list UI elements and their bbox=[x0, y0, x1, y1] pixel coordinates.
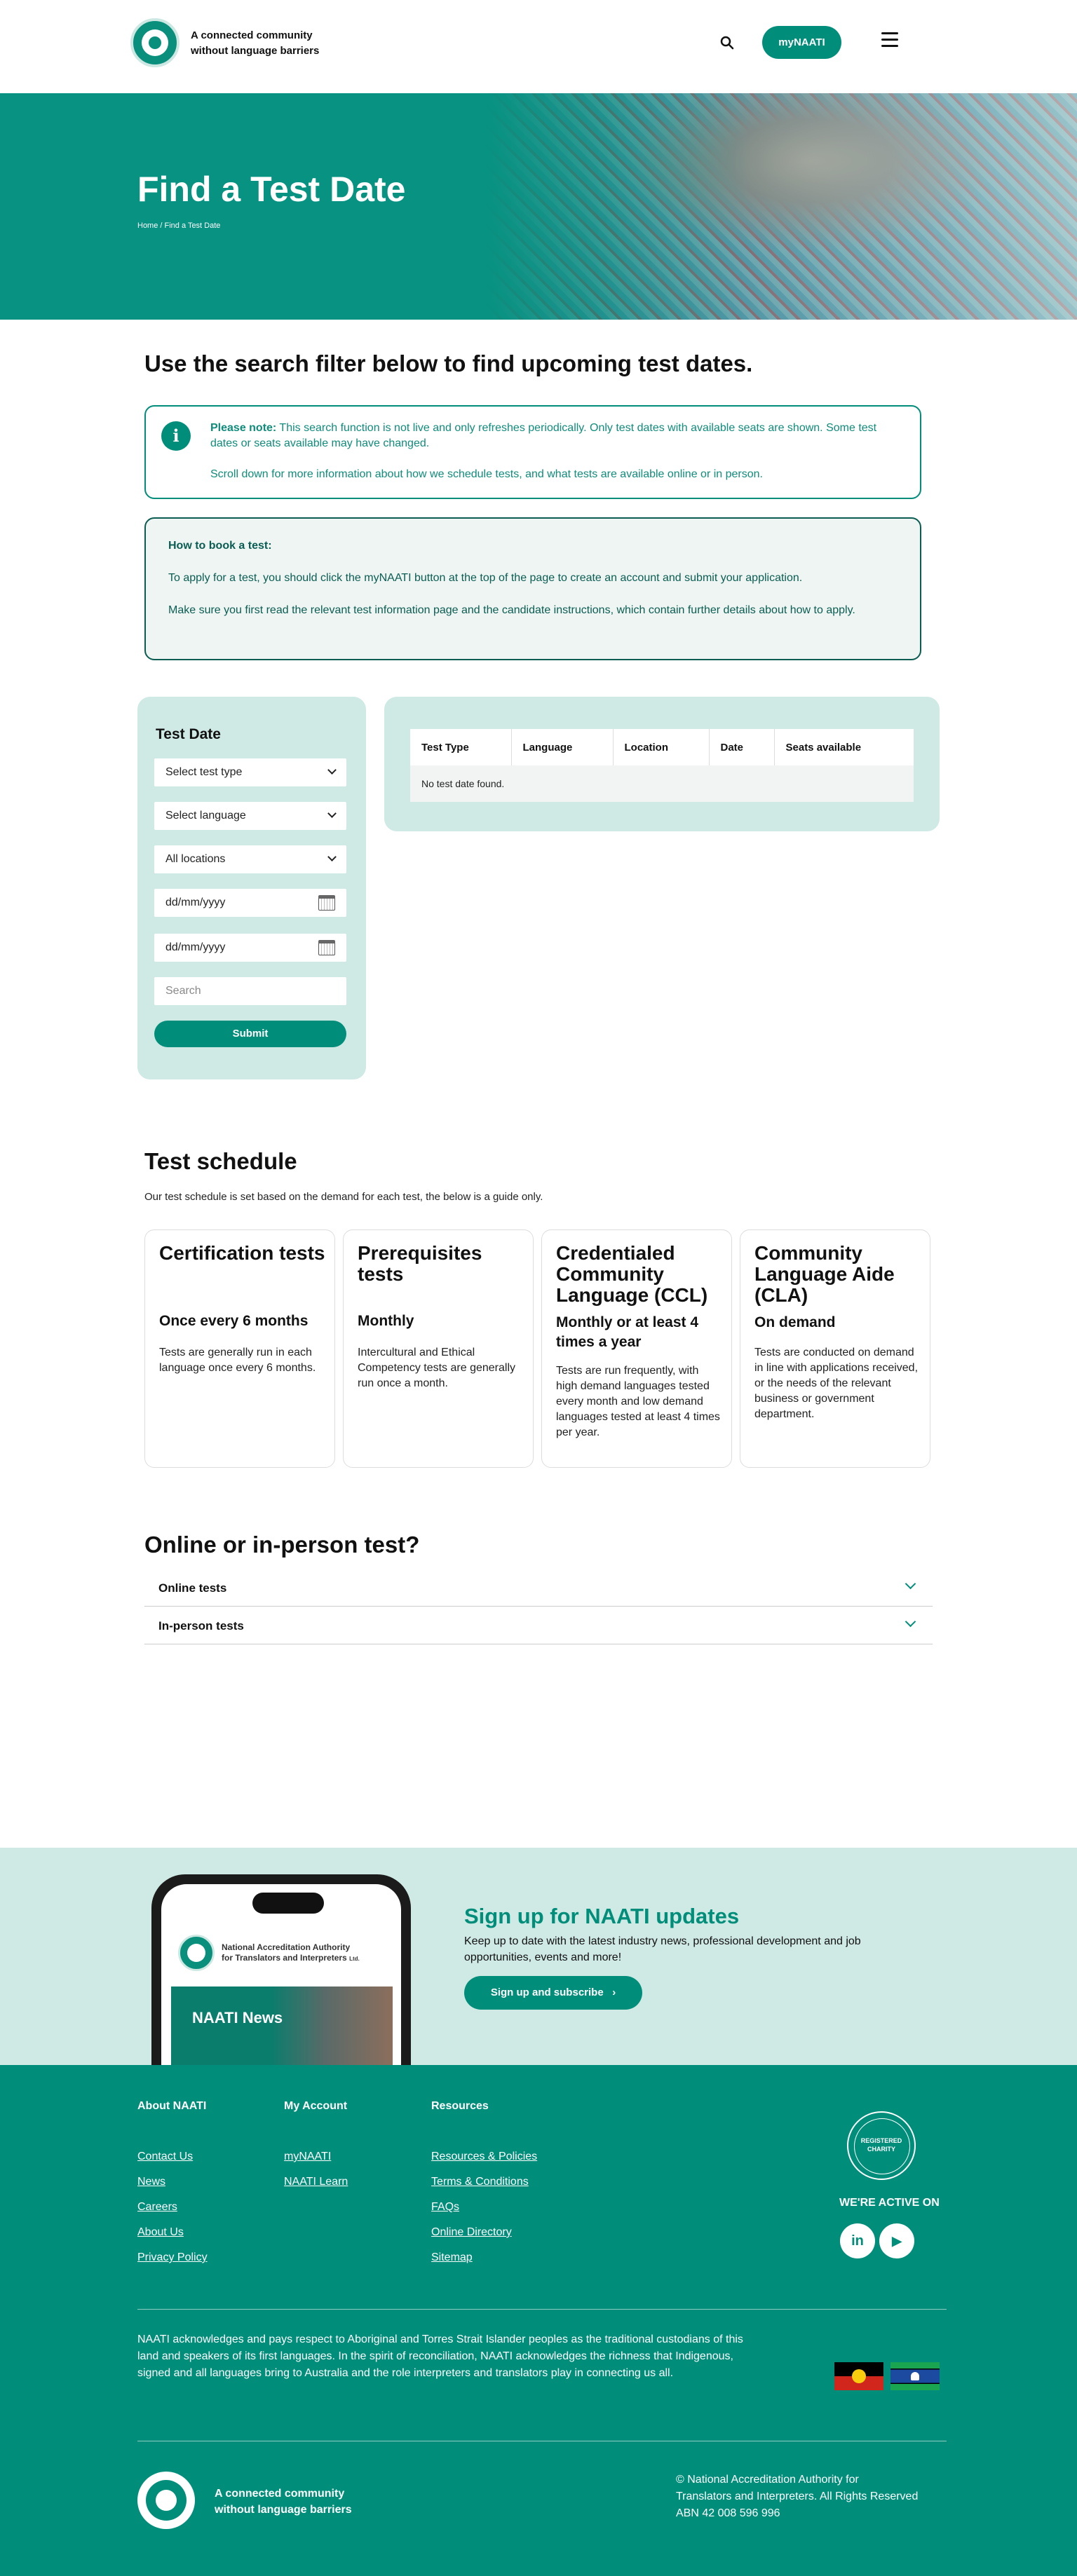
card-title: Credentialed Community Language (CCL) bbox=[556, 1242, 708, 1306]
site-footer bbox=[0, 2065, 1077, 2576]
note-text-2: Scroll down for more information about how we schedule tests, and what tests are available online or in person. bbox=[210, 468, 763, 480]
column-header[interactable]: Date bbox=[709, 729, 774, 765]
header-tagline bbox=[191, 28, 359, 59]
card-description: Intercultural and Ethical Competency tests are generally run once a month. bbox=[358, 1347, 515, 1389]
footer-link-faqs[interactable]: FAQs bbox=[431, 2201, 460, 2213]
mynaati-button[interactable]: myNAATI bbox=[762, 26, 841, 59]
subscribe-button[interactable] bbox=[464, 1976, 642, 2010]
calendar-icon[interactable] bbox=[318, 940, 335, 955]
date-from-input[interactable] bbox=[154, 889, 346, 917]
card-description: Tests are run frequently, with high demand languages tested every month and low demand languages tested at least 4 times per year. bbox=[556, 1365, 720, 1438]
schedule-card-certification bbox=[144, 1229, 335, 1468]
phone-org-suffix: Ltd. bbox=[349, 1956, 360, 1962]
charity-badge-text bbox=[848, 2137, 914, 2153]
footer-link-news[interactable]: News bbox=[137, 2176, 166, 2188]
footer-divider bbox=[137, 2309, 947, 2310]
column-header[interactable]: Language bbox=[511, 729, 613, 765]
column-header[interactable]: Location bbox=[613, 729, 709, 765]
chevron-down-icon[interactable] bbox=[905, 1616, 916, 1628]
footer-tagline bbox=[215, 2486, 383, 2518]
footer-about-title: About NAATI bbox=[137, 2100, 207, 2112]
phone-org-line-1: National Accreditation Authority bbox=[222, 1942, 351, 1952]
torres-strait-islander-flag-icon bbox=[890, 2362, 940, 2390]
booking-paragraph-2: Make sure you first read the relevant test information page and the candidate instructions, which contain further details about how to apply. bbox=[168, 604, 855, 616]
hero-image bbox=[484, 93, 1077, 320]
card-title: Certification tests bbox=[159, 1242, 325, 1264]
copyright-text bbox=[676, 2472, 942, 2522]
subscribe-label: Sign up and subscribe bbox=[490, 1986, 604, 1998]
phone-news-title: NAATI News bbox=[192, 2009, 283, 2026]
filter-title: Test Date bbox=[156, 726, 221, 742]
site-header bbox=[0, 0, 1077, 93]
language-select[interactable] bbox=[154, 802, 346, 830]
schedule-card-prerequisites bbox=[343, 1229, 534, 1468]
aboriginal-flag-icon bbox=[834, 2362, 883, 2390]
test-type-value: Select test type bbox=[165, 766, 243, 778]
footer-link-contact[interactable]: Contact Us bbox=[137, 2151, 194, 2162]
signup-text: Keep up to date with the latest industry news, professional development and job opportunities, events and more! bbox=[464, 1935, 861, 1963]
linkedin-icon[interactable]: in bbox=[840, 2223, 875, 2258]
naati-logo-icon[interactable] bbox=[137, 2472, 195, 2529]
phone-org-line-2: for Translators and Interpreters bbox=[222, 1953, 347, 1963]
search-icon[interactable] bbox=[720, 36, 734, 50]
chevron-right-icon: › bbox=[612, 1986, 616, 1998]
note-label: Please note: bbox=[210, 422, 277, 434]
footer-tagline-line-1: A connected community bbox=[215, 2488, 345, 2500]
copyright-line-3: ABN 42 008 596 996 bbox=[676, 2507, 780, 2519]
acknowledgement-text: NAATI acknowledges and pays respect to Aboriginal and Torres Strait Islander peoples as the traditional custodians of this land and speakers of its first languages. In the spirit of reconciliation, NAATI acknowledges the richness that Indigenous, signed and all languages bring to Australia and the role interpreters and translators play in connecting us all. bbox=[137, 2333, 743, 2379]
phone-news-banner bbox=[171, 1986, 393, 2065]
schedule-subtitle: Our test schedule is set based on the demand for each test, the below is a guide only. bbox=[144, 1191, 543, 1203]
note-body: This search function is not live and only refreshes periodically. Only test dates with available seats are shown. Some test dates or seats available may have changed. bbox=[210, 422, 877, 449]
search-input[interactable] bbox=[154, 977, 346, 1005]
footer-link-careers[interactable]: Careers bbox=[137, 2201, 177, 2213]
test-mode-heading: Online or in-person test? bbox=[144, 1532, 420, 1558]
empty-message: No test date found. bbox=[410, 765, 914, 802]
search-placeholder: Search bbox=[165, 985, 201, 997]
card-title: Community Language Aide (CLA) bbox=[754, 1242, 895, 1306]
breadcrumb[interactable]: Home / Find a Test Date bbox=[137, 222, 221, 230]
card-title: Prerequisites tests bbox=[358, 1242, 482, 1285]
filter-panel bbox=[137, 697, 366, 1079]
note-text bbox=[210, 421, 905, 451]
tagline-line-2: without language barriers bbox=[191, 45, 320, 57]
column-header[interactable]: Test Type bbox=[410, 729, 511, 765]
calendar-icon[interactable] bbox=[318, 895, 335, 911]
footer-link-resources[interactable]: Resources & Policies bbox=[431, 2151, 538, 2162]
tagline-line-1: A connected community bbox=[191, 29, 313, 41]
column-header[interactable]: Seats available bbox=[785, 741, 862, 754]
location-select[interactable] bbox=[154, 845, 346, 873]
footer-link-naati-learn[interactable]: NAATI Learn bbox=[284, 2176, 348, 2188]
accordion-in-person-tests[interactable] bbox=[144, 1607, 933, 1644]
card-description: Tests are generally run in each language once every 6 months. bbox=[159, 1347, 316, 1374]
location-value: All locations bbox=[165, 853, 226, 865]
card-frequency: Once every 6 months bbox=[159, 1313, 309, 1329]
intro-heading: Use the search filter below to find upcoming test dates. bbox=[144, 350, 753, 376]
footer-link-sitemap[interactable]: Sitemap bbox=[431, 2251, 473, 2263]
footer-link-terms[interactable]: Terms & Conditions bbox=[431, 2176, 529, 2188]
copyright-line-1: © National Accreditation Authority for bbox=[676, 2474, 859, 2486]
card-description: Tests are conducted on demand in line with applications received, or the needs of the relevant business or government department. bbox=[754, 1347, 919, 1420]
phone-notch bbox=[252, 1893, 324, 1914]
page-title: Find a Test Date bbox=[137, 170, 406, 209]
schedule-card-cla bbox=[740, 1229, 930, 1468]
results-panel bbox=[384, 697, 940, 831]
card-frequency: Monthly or at least 4 times a year bbox=[556, 1314, 699, 1350]
schedule-card-ccl bbox=[541, 1229, 732, 1468]
charity-line-2: CHARITY bbox=[867, 2146, 895, 2153]
phone-screen bbox=[161, 1884, 401, 2065]
phone-org-name bbox=[222, 1942, 397, 1964]
youtube-icon[interactable]: ▶ bbox=[879, 2223, 914, 2258]
date-to-input[interactable] bbox=[154, 934, 346, 962]
submit-button[interactable]: Submit bbox=[154, 1021, 346, 1047]
chevron-down-icon bbox=[327, 809, 337, 818]
signup-title: Sign up for NAATI updates bbox=[464, 1904, 740, 1928]
copyright-line-2: Translators and Interpreters. All Rights Reserved bbox=[676, 2490, 919, 2502]
note-box bbox=[144, 405, 921, 499]
table-row bbox=[410, 765, 914, 802]
results-table bbox=[410, 729, 914, 802]
footer-resources-title: Resources bbox=[431, 2100, 489, 2112]
footer-link-directory[interactable]: Online Directory bbox=[431, 2226, 512, 2238]
schedule-heading: Test schedule bbox=[144, 1148, 297, 1174]
footer-account-title: My Account bbox=[284, 2100, 348, 2112]
hero-banner bbox=[0, 93, 1077, 320]
booking-box bbox=[144, 517, 921, 660]
footer-link-mynaati[interactable]: myNAATI bbox=[284, 2151, 332, 2162]
charity-line-1: REGISTERED bbox=[860, 2137, 902, 2144]
table-header-row bbox=[410, 729, 914, 765]
accordion-label: Online tests bbox=[158, 1581, 227, 1595]
date-from-value: dd/mm/yyyy bbox=[165, 897, 226, 908]
language-value: Select language bbox=[165, 810, 246, 822]
card-frequency: On demand bbox=[754, 1314, 836, 1330]
info-icon: i bbox=[161, 421, 191, 451]
accordion-label: In-person tests bbox=[158, 1619, 244, 1633]
chevron-down-icon[interactable] bbox=[905, 1579, 916, 1590]
phone-mockup bbox=[151, 1874, 411, 2065]
footer-tagline-line-2: without language barriers bbox=[215, 2504, 352, 2516]
card-frequency: Monthly bbox=[358, 1313, 414, 1329]
booking-title: How to book a test: bbox=[168, 540, 272, 552]
booking-paragraph-1: To apply for a test, you should click the myNAATI button at the top of the page to create an account and submit your application. bbox=[168, 572, 803, 584]
test-type-select[interactable] bbox=[154, 758, 346, 786]
hamburger-menu-icon[interactable] bbox=[881, 32, 898, 48]
naati-logo-icon[interactable] bbox=[130, 18, 180, 67]
chevron-down-icon bbox=[327, 765, 337, 775]
naati-logo-icon bbox=[178, 1935, 215, 1971]
registered-charity-badge-icon bbox=[847, 2111, 916, 2180]
footer-link-privacy[interactable]: Privacy Policy bbox=[137, 2251, 208, 2263]
date-to-value: dd/mm/yyyy bbox=[165, 941, 226, 953]
accordion-online-tests[interactable] bbox=[144, 1569, 933, 1607]
newsletter-signup bbox=[0, 1848, 1077, 2065]
footer-link-about[interactable]: About Us bbox=[137, 2226, 184, 2238]
chevron-down-icon bbox=[327, 852, 337, 861]
active-on-label: WE'RE ACTIVE ON bbox=[839, 2197, 940, 2209]
